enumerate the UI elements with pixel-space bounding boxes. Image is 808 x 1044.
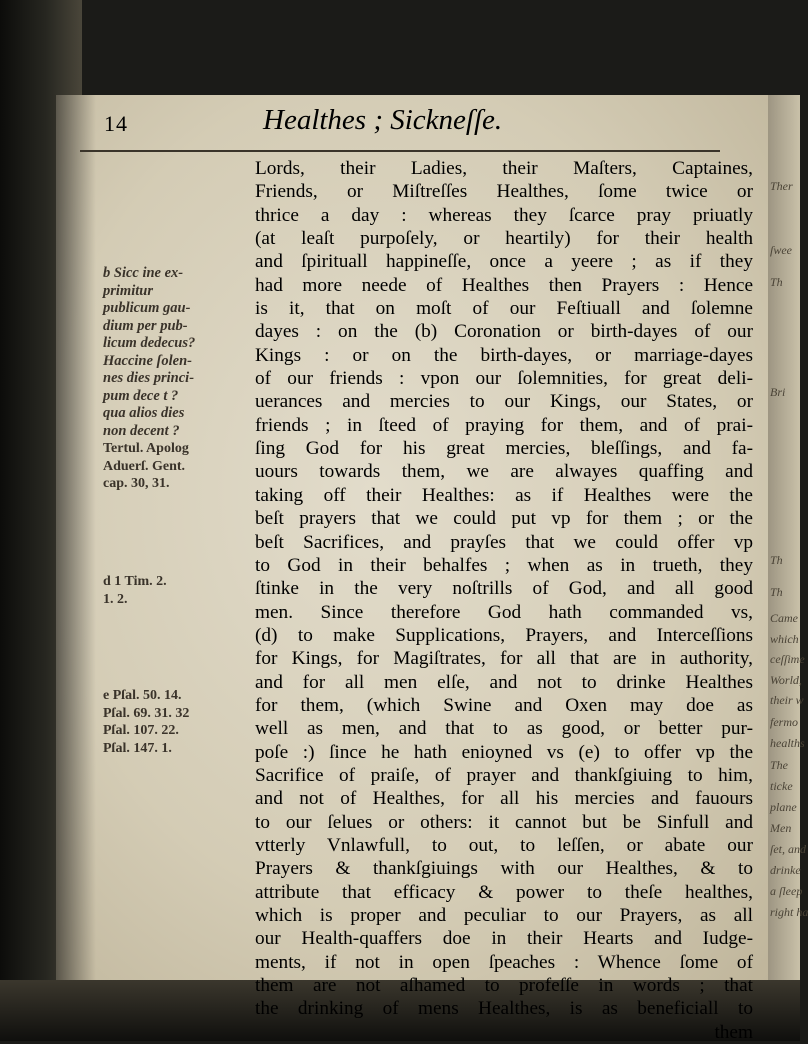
running-head: Healthes ; Sickneſſe. [263,104,503,136]
text-line: Kings : or on the birth-dayes, or marriage-dayes [255,344,753,366]
facing-page-fragment: plane [770,800,797,814]
margin-note-line: d 1 Tim. 2. [103,574,167,589]
facing-page-fragment: ticke [770,779,793,793]
text-line: ſing God for his great mercies, bleſſings, and fa- [255,438,753,460]
text-line: of our friends : vpon our ſolemnities, for great deli- [255,368,753,390]
text-line: poſe :) ſince he hath enioyned vs (e) to offer vp the [255,741,753,763]
text-line: beſt prayers that we could put vp for them ; or the [255,508,753,530]
text-line: ſtinke in the very noſtrills of God, and all good [255,578,753,600]
facing-page-fragment: fermo [770,715,798,729]
margin-note-line: Haccine ſolen- [103,352,192,369]
text-line: and not of Healthes, for all his mercies and fauours [255,788,753,810]
facing-page-fragment: right ha [770,905,808,919]
text-line: for them, (which Swine and Oxen may doe as [255,694,753,716]
margin-note-line: 1. 2. [103,591,128,607]
margin-note-line: cap. 30, 31. [103,476,170,491]
text-line: and ſpirituall happineſſe, once a yeere ; as if they [255,251,753,273]
facing-page-fragment: a ſleep [770,884,803,898]
text-line: which is proper and peculiar to our Prayers, as all [255,905,753,926]
facing-page-fragment: which [770,632,799,646]
facing-page-fragment: Bri [770,385,786,399]
text-line: Friends, or Miſtreſſes Healthes, ſome twice or [255,181,753,203]
facing-page-fragment: ſwee [770,243,792,257]
margin-note-line: publicum gau- [103,300,191,316]
text-line: to God in their behalfes ; when as in trueth, they [255,554,753,576]
text-line: Lords, their Ladies, their Maſters, Captaines, [255,158,753,179]
margin-note-d [103,573,167,608]
text-line: well as men, and that to as good, or better pur- [255,718,753,740]
facing-page-fragment: drinke [770,863,801,877]
page-number: 14 [104,111,128,136]
text-line: (d) to make Supplications, Prayers, and Interceſſions [255,624,753,646]
text-line: had more neede of Healthes then Prayers : Hence [255,274,753,296]
facing-page-fragment: Th [770,553,783,567]
margin-note-line: b Sicc ine ex- [103,265,184,281]
facing-page-edge [768,95,808,980]
text-line: taking off their Healthes: as if Healthes were the [255,484,753,506]
text-line: ments, if not in open ſpeaches : Whence ſome of [255,951,753,973]
margin-note-line: primitur [103,282,153,299]
facing-page-fragment: Came [770,611,798,625]
text-line: and for all men elſe, and not to drinke Healthes [255,671,753,693]
margin-note-line: licum dedecus? [103,335,196,351]
text-line: them are not aſhamed to profeſſe in words ; that [255,975,753,997]
facing-page-fragment: ſet, and [770,842,806,856]
text-line: vtterly Vnlawfull, to out, to leſſen, or abate our [255,834,753,856]
margin-note-line: Aduerſ. Gent. [103,458,186,474]
facing-page-fragment: Th [770,275,783,289]
facing-page-fragment: Th [770,585,783,599]
text-line: our Health-quaffers doe in their Hearts and Iudge- [255,928,753,950]
margin-note-line: Pſal. 107. 22. [103,723,179,738]
margin-note-line: Tertul. Apolog [103,441,189,456]
text-line: men. Since therefore God hath commanded vs, [255,601,753,623]
margin-note-line: e Pſal. 50. 14. [103,688,182,703]
text-line: uours towards them, we are alwayes quaffing and [255,461,753,483]
facing-page-fragment: Ther [770,179,793,193]
facing-page-fragment: Men [770,821,792,835]
main-text-column [255,157,753,1044]
text-line: friends ; in ſteed of praying for them, and of prai- [255,414,753,436]
facing-page-fragment: ceſſime [770,652,805,666]
facing-page-fragment: their w [770,693,804,707]
text-line: beſt Sacrifices, and prayſes that we could offer vp [255,531,753,553]
text-line: the drinking of mens Healthes, is as beneficiall to [255,998,753,1020]
margin-note-line: pum dece t ? [103,387,179,404]
text-line: Sacrifice of praiſe, of prayer and thankſgiuing to him, [255,764,753,786]
margin-note-line: non decent ? [103,422,180,439]
text-line: for Kings, for Magiſtrates, for all that are in authority, [255,648,753,670]
text-line: (at leaſt purpoſely, or heartily) for their health [255,228,753,250]
text-line: dayes : on the (b) Coronation or birth-dayes of our [255,321,753,343]
margin-note-line: dium per pub- [103,317,188,334]
facing-page-fragment: World, [770,673,802,687]
margin-note-line: Pſal. 69. 31. 32 [103,705,190,721]
margin-note-b [103,265,195,493]
text-line: Prayers & thankſgiuings with our Healthes, & to [255,858,753,880]
catchword: them [714,1021,753,1043]
facing-page-fragment: healths [770,736,805,750]
margin-note-e [103,687,189,757]
text-line: is it, that on moſt of our Feſtiuall and ſolemne [255,298,753,320]
facing-page-fragment: The [770,758,788,772]
text-line: thrice a day : whereas they ſcarce pray priuatly [255,204,753,226]
text-line: uerances and mercies to our Kings, our States, or [255,391,753,413]
margin-note-line: Pſal. 147. 1. [103,740,172,756]
header-rule [80,150,720,152]
text-line: attribute that efficacy & power to theſe healthes, [255,881,753,903]
text-line: to our ſelues or others: it cannot but be Sinfull and [255,811,753,833]
margin-note-line: qua alios dies [103,405,185,421]
margin-note-line: nes dies princi- [103,370,195,386]
